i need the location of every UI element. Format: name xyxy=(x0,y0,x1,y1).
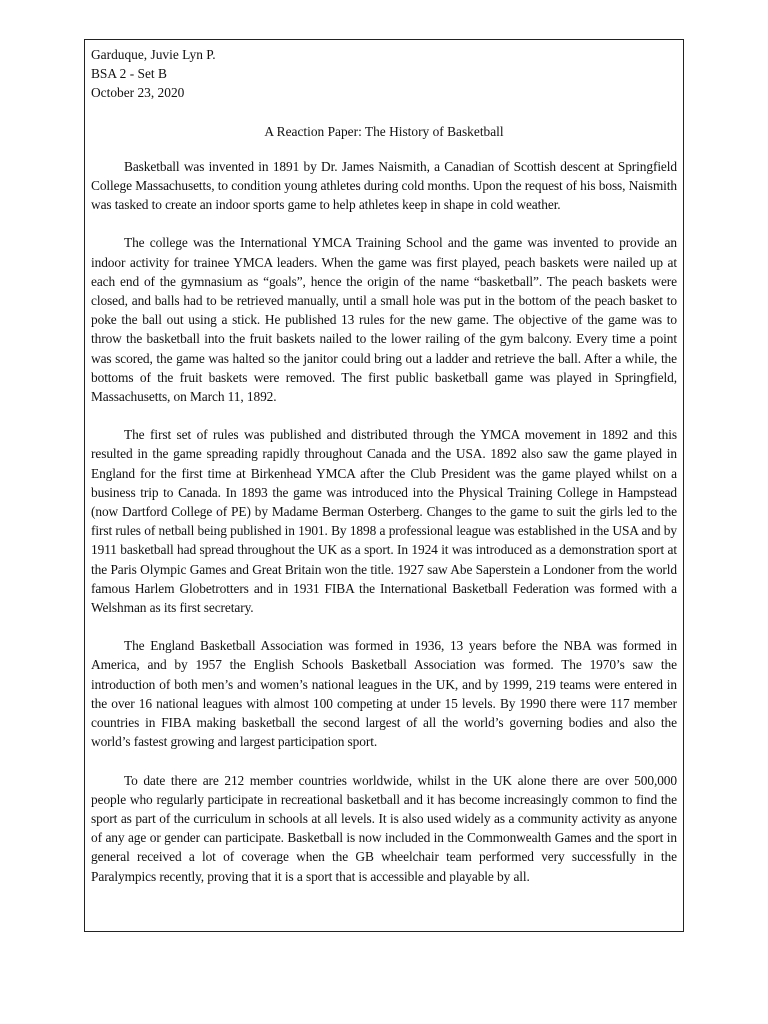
document-date: October 23, 2020 xyxy=(91,85,185,101)
paragraph-present-day: To date there are 212 member countries worldwide, whilst in the UK alone there are over 500,000 people who regularly participate in recreational basketball and it has become increasingly common to find the sport as part of the curriculum in schools at all levels. It is also used widely as a community activity as anyone of any age or gender can participate. Basketball is now included in the Commonwealth Games and the sport in general received a lot of coverage when the GB wheelchair team performed very successfully in the Paralympics recently, proving that it is a sport that is accessible and playable by all. xyxy=(91,772,677,884)
paragraph-invention: Basketball was invented in 1891 by Dr. James Naismith, a Canadian of Scottish descent at Springfield College Massachusetts, to condition young athletes during cold months. Upon the request of his boss, Naismith was tasked to create an indoor sports game to help athletes keep in shape in cold weather. xyxy=(91,158,677,213)
paragraph-england-association: The England Basketball Association was formed in 1936, 13 years before the NBA was formed in America, and by 1957 the English Schools Basketball Association was formed. The 1970’s saw the introduction of both men’s and women’s national leagues in the UK, and by 1999, 219 teams were entered in the over 16 national leagues with almost 100 competing at under 15 levels. By 1990 there were 117 member countries in FIBA making basketball the second largest of all the world’s governing bodies and also the world’s fastest growing and largest participation sport. xyxy=(91,638,677,750)
page-border xyxy=(84,39,684,932)
document-title: A Reaction Paper: The History of Basketball xyxy=(264,123,504,139)
paragraph-early-spread: The first set of rules was published and distributed through the YMCA movement in 1892 and this resulted in the game spreading rapidly throughout Canada and the USA. 1892 also saw the game played in England for the first time at Birkenhead YMCA after the Club President was the game played whilst on a business trip to Canada. In 1893 the game was introduced into the Physical Training College in Hampstead (now Dartford College of PE) by Madame Berman Osterberg. Changes to the game to suit the girls led to the first rules of netball being published in 1901. By 1898 a professional league was established in the USA and by 1911 basketball had spread throughout the UK as a sport. In 1924 it was introduced as a demonstration sport at the Paris Olympic Games and Great Britain won the title. 1927 saw Abe Saperstein a Londoner from the world famous Harlem Globetrotters and in 1931 FIBA the International Basketball Federation was formed with a Welshman as its first secretary. xyxy=(91,427,677,616)
class-section: BSA 2 - Set B xyxy=(91,66,167,82)
document-body xyxy=(91,45,677,905)
author-name: Garduque, Juvie Lyn P. xyxy=(91,47,216,62)
paragraph-ymca-origins: The college was the International YMCA Training School and the game was invented to provide an indoor activity for trainee YMCA leaders. When the game was first played, peach baskets were nailed up at each end of the gymnasium as “goals”, hence the origin of the name “basketball”. The peach baskets were closed, and balls had to be retrieved manually, until a small hole was put in the bottom of the peach basket to poke the ball out using a stick. He published 13 rules for the new game. The objective of the game was to throw the basketball into the fruit baskets nailed to the lower railing of the gym balcony. Every time a point was scored, the game was halted so the janitor could bring out a ladder and retrieve the ball. After a while, the bottoms of the fruit baskets were removed. The first public basketball game was played in Springfield, Massachusetts, on March 11, 1892. xyxy=(91,235,677,405)
